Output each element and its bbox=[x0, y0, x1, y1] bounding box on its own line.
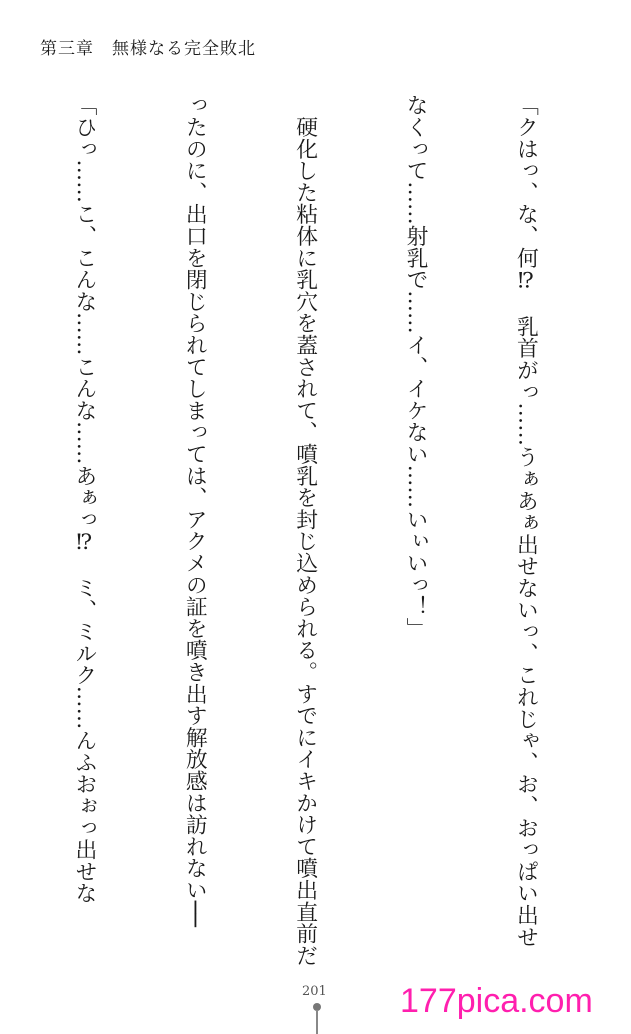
text-column: 「ひっ……こ、こんな……こんな……あぁっ⁉ ミ、ミルク……んふおぉっ出せな bbox=[71, 94, 97, 904]
text-column: 「クはっ、な、何⁉ 乳首がっ……うぁあぁ出せないっ、これじゃ、お、おっぱい出せ bbox=[513, 94, 539, 948]
text-column: なくって……射乳で……イ、イケない……いぃいっ！」 bbox=[403, 94, 429, 639]
page-marker-icon bbox=[313, 1003, 321, 1033]
text-column: ったのに、出口を閉じられてしまっては、アクメの証を噴き出す解放感は訪れない── bbox=[182, 94, 208, 927]
text-column: 硬化した粘体に乳穴を蓋されて、噴乳を封じ込められる。すでにイキかけて噴出直前だ bbox=[292, 94, 318, 966]
page-number: 201 bbox=[302, 984, 327, 999]
page-marker-line bbox=[316, 1010, 318, 1034]
site-watermark: 177pica.com bbox=[400, 982, 593, 1020]
chapter-title: 第三章 無様なる完全敗北 bbox=[40, 39, 256, 59]
vertical-text-body bbox=[0, 94, 617, 966]
